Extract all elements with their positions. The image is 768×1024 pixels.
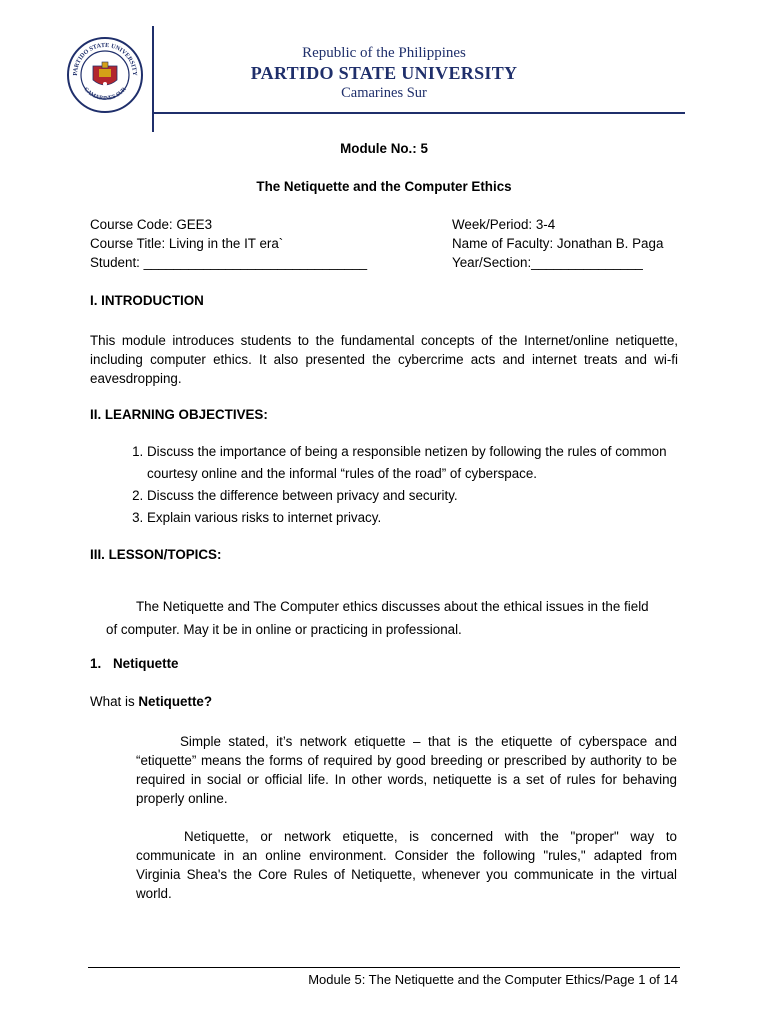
course-code: Course Code: GEE3 — [90, 217, 213, 232]
university-name: PARTIDO STATE UNIVERSITY — [250, 63, 518, 83]
objective-item: 2. Discuss the difference between privacy and security. — [147, 485, 687, 507]
objectives-list — [128, 441, 687, 529]
seal-text-bottom: CAMARINES SUR — [82, 86, 128, 102]
week-period: Week/Period: 3-4 — [452, 217, 556, 232]
header-vertical-rule — [152, 26, 154, 132]
faculty-name: Name of Faculty: Jonathan B. Paga — [452, 236, 664, 251]
course-title: Course Title: Living in the IT era` — [90, 236, 284, 251]
topic-number: 1. — [90, 656, 102, 671]
lesson-heading: III. LESSON/TOPICS: — [90, 547, 222, 562]
netiquette-definition-paragraph: Simple stated, it’s network etiquette – that is the etiquette of cyberspace and “etiquette” means the forms of required by good breeding or prescribed by authority to be required in social or official life. In other words, netiquette is a set of rules for behaving properly online. — [136, 734, 677, 806]
topic-title: Netiquette — [113, 656, 179, 671]
objectives-heading: II. LEARNING OBJECTIVES: — [90, 407, 268, 422]
province-name: Camarines Sur — [341, 85, 427, 101]
lesson-intro-line-2: of computer. May it be in online or practicing in professional. — [106, 622, 462, 637]
question-term: Netiquette? — [138, 694, 213, 709]
objective-item: 3. Explain various risks to internet privacy. — [147, 507, 687, 529]
republic-heading: Republic of the Philippines — [302, 45, 466, 61]
question-prefix: What is — [90, 694, 139, 709]
objective-item: 1. Discuss the importance of being a responsible netizen by following the rules of common courtesy online and the informal “rules of the road” of cyberspace. — [147, 441, 687, 485]
student-field: Student: ______________________________ — [90, 255, 368, 270]
introduction-paragraph: This module introduces students to the fundamental concepts of the Internet/online netiquette, including computer ethics. It also presented the cybercrime acts and internet treats and wi-fi eavesdropping. — [90, 333, 678, 386]
introduction-heading: I. INTRODUCTION — [90, 293, 204, 308]
module-number: Module No.: 5 — [340, 141, 428, 156]
question-line — [90, 694, 212, 709]
year-section-field: Year/Section:_______________ — [452, 255, 643, 270]
header-horizontal-rule — [152, 112, 685, 114]
module-title: The Netiquette and the Computer Ethics — [256, 179, 512, 194]
university-seal-logo — [66, 36, 144, 114]
footer-rule — [88, 967, 680, 968]
netiquette-rules-paragraph: Netiquette, or network etiquette, is concerned with the "proper" way to communicate in an online environment. Consider the following "rules," adapted from Virginia Shea's the Core Rules of Netiquette, whenever you communicate in the virtual world. — [136, 829, 677, 901]
page-footer: Module 5: The Netiquette and the Computer Ethics/Page 1 of 14 — [308, 972, 678, 987]
seal-text-top: PARTIDO STATE UNIVERSITY — [71, 41, 139, 76]
lesson-intro-line-1: The Netiquette and The Computer ethics discusses about the ethical issues in the field — [136, 599, 649, 614]
